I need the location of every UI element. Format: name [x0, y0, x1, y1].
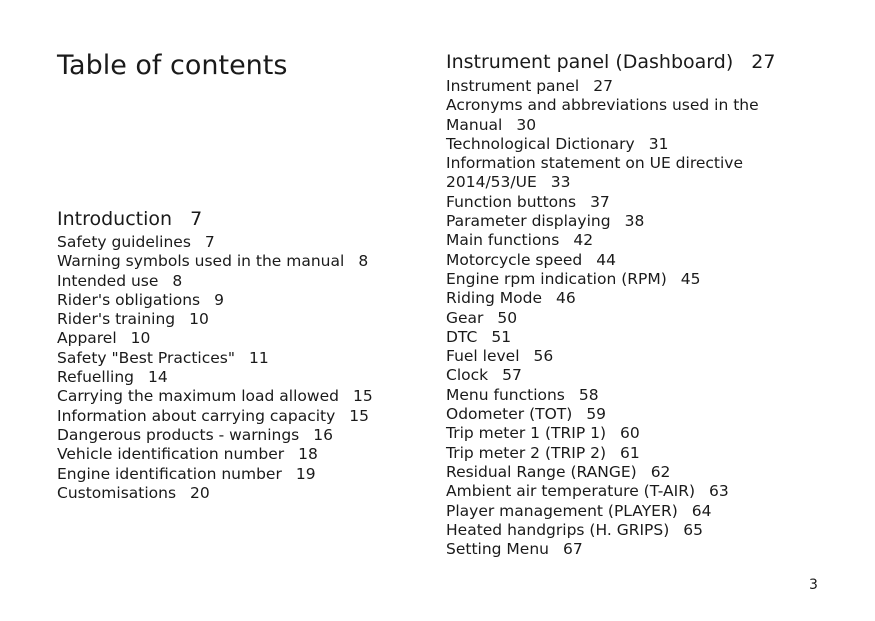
toc-entry-label: DTC: [446, 327, 478, 346]
toc-entry[interactable]: [57, 484, 373, 503]
toc-entry[interactable]: [57, 349, 373, 368]
toc-entry[interactable]: [446, 502, 775, 521]
toc-entry-label: Trip meter 2 (TRIP 2): [446, 443, 607, 462]
toc-entry-label: Safety guidelines: [57, 233, 191, 251]
toc-entry-page: 16: [313, 425, 333, 444]
toc-entry[interactable]: [446, 154, 775, 173]
toc-entry[interactable]: [446, 77, 775, 96]
toc-entry[interactable]: [57, 426, 373, 445]
toc-entry[interactable]: [57, 291, 373, 310]
section-heading-page: 7: [190, 208, 203, 230]
toc-entry[interactable]: [446, 173, 775, 192]
toc-entry-label: Engine rpm indication (RPM): [446, 269, 667, 288]
toc-entry-page: 57: [502, 366, 522, 385]
toc-entry-label: Setting Menu: [446, 540, 549, 559]
toc-entry[interactable]: [446, 444, 775, 463]
toc-entry-label: Manual: [446, 115, 503, 134]
toc-entry-page: 42: [573, 231, 594, 250]
toc-entry-label: Odometer (TOT): [446, 405, 573, 424]
toc-entry[interactable]: [446, 231, 775, 250]
toc-entry[interactable]: [446, 482, 775, 501]
toc-entry-page: 11: [249, 348, 269, 367]
toc-entry-label: Information statement on UE directive: [446, 154, 744, 173]
toc-entry-page: 8: [172, 271, 183, 290]
toc-entry-label: Information about carrying capacity: [57, 406, 336, 425]
toc-entry-label: Fuel level: [446, 347, 520, 366]
toc-entry-label: Carrying the maximum load allowed: [57, 387, 339, 406]
toc-entry[interactable]: [446, 193, 775, 212]
toc-entry-page: 58: [578, 385, 599, 404]
toc-entry-page: 10: [189, 310, 209, 329]
toc-entry-list: [446, 77, 775, 559]
toc-entry-label: Instrument panel: [446, 77, 580, 95]
toc-entry-label: 2014/53/UE: [446, 173, 537, 192]
section-heading-label: Introduction: [57, 208, 173, 230]
toc-entry[interactable]: [446, 212, 775, 231]
toc-entry[interactable]: [57, 233, 373, 252]
toc-section-instrument-panel: [446, 49, 775, 559]
toc-entry[interactable]: [446, 328, 775, 347]
toc-entry-page: 45: [680, 269, 701, 288]
toc-entry[interactable]: [446, 386, 775, 405]
toc-entry[interactable]: [57, 272, 373, 291]
toc-entry-page: 46: [556, 289, 576, 308]
toc-entry-label: Vehicle identification number: [57, 445, 285, 464]
toc-entry-page: 64: [691, 501, 712, 520]
toc-section-introduction: [57, 206, 373, 503]
toc-entry-label: Trip meter 1 (TRIP 1): [446, 424, 607, 443]
toc-entry-label: Ambient air temperature (T-AIR): [446, 482, 696, 501]
page-title: Table of contents: [57, 50, 288, 81]
toc-entry[interactable]: [446, 405, 775, 424]
toc-entry-page: 30: [516, 115, 537, 134]
toc-entry-label: Refuelling: [57, 368, 135, 387]
toc-entry-page: 18: [298, 445, 318, 464]
toc-entry-label: Clock: [446, 366, 489, 385]
toc-entry[interactable]: [446, 309, 775, 328]
toc-entry-page: 19: [295, 464, 316, 483]
toc-entry-page: 10: [130, 329, 151, 348]
toc-entry[interactable]: [57, 329, 373, 348]
toc-entry-page: 62: [650, 462, 671, 481]
toc-entry-label: Heated handgrips (H. GRIPS): [446, 520, 670, 539]
toc-entry[interactable]: [446, 540, 775, 559]
toc-entry-label: Main functions: [446, 231, 560, 250]
toc-entry[interactable]: [446, 366, 775, 385]
toc-entry-page: 50: [497, 308, 518, 327]
toc-entry-label: Riding Mode: [446, 289, 543, 308]
toc-entry-page: 9: [214, 290, 225, 309]
toc-entry-page: 14: [148, 368, 168, 387]
toc-entry-label: Safety "Best Practices": [57, 348, 236, 367]
toc-entry-page: 7: [204, 233, 215, 251]
section-heading-label: Instrument panel (Dashboard): [446, 51, 734, 73]
toc-entry-label: Motorcycle speed: [446, 250, 583, 269]
toc-entry-label: Apparel: [57, 329, 117, 348]
toc-entry-label: Menu functions: [446, 385, 565, 404]
toc-entry-label: Technological Dictionary: [446, 134, 635, 153]
toc-entry-page: 20: [190, 483, 210, 502]
toc-entry-page: 27: [593, 77, 613, 95]
toc-entry-page: 38: [624, 212, 645, 231]
toc-entry[interactable]: [446, 347, 775, 366]
toc-entry-label: Engine identification number: [57, 464, 282, 483]
toc-entry-page: 15: [352, 387, 373, 406]
toc-entry-page: 8: [358, 252, 369, 271]
toc-entry-page: 31: [648, 134, 669, 153]
toc-entry-label: Customisations: [57, 483, 177, 502]
toc-entry-label: Acronyms and abbreviations used in the: [446, 96, 759, 115]
toc-entry[interactable]: [446, 463, 775, 482]
toc-entry-page: 15: [349, 406, 370, 425]
toc-entry[interactable]: [446, 96, 775, 115]
toc-entry-list: [57, 233, 373, 503]
toc-entry-page: 56: [533, 347, 554, 366]
toc-entry[interactable]: [57, 445, 373, 464]
toc-entry[interactable]: [57, 310, 373, 329]
toc-entry-page: 33: [550, 173, 571, 192]
toc-entry-page: 63: [709, 482, 729, 501]
toc-entry[interactable]: [446, 270, 775, 289]
toc-entry-label: Warning symbols used in the manual: [57, 252, 345, 271]
toc-entry-page: 60: [620, 424, 640, 443]
toc-entry-label: Residual Range (RANGE): [446, 462, 637, 481]
toc-entry-label: Player management (PLAYER): [446, 501, 678, 520]
toc-entry[interactable]: [446, 116, 775, 135]
toc-entry-label: Dangerous products - warnings: [57, 425, 300, 444]
toc-entry[interactable]: [446, 251, 775, 270]
toc-entry-label: Intended use: [57, 271, 159, 290]
toc-entry-page: 51: [491, 327, 512, 346]
toc-entry-label: Parameter displaying: [446, 212, 611, 231]
toc-entry[interactable]: [57, 252, 373, 271]
toc-entry-page: 59: [586, 405, 607, 424]
toc-entry-page: 44: [596, 250, 616, 269]
toc-entry-label: Gear: [446, 308, 484, 327]
toc-entry-page: 67: [562, 540, 583, 559]
toc-entry-label: Function buttons: [446, 192, 577, 211]
toc-entry[interactable]: [446, 135, 775, 154]
section-heading[interactable]: [57, 206, 373, 232]
toc-entry[interactable]: [57, 465, 373, 484]
toc-entry-page: 61: [620, 443, 640, 462]
toc-entry-label: Rider's training: [57, 310, 176, 329]
toc-entry[interactable]: [57, 368, 373, 387]
toc-entry[interactable]: [446, 521, 775, 540]
toc-entry-page: 65: [683, 520, 704, 539]
toc-entry[interactable]: [57, 387, 373, 406]
toc-entry[interactable]: [446, 289, 775, 308]
toc-entry-label: Rider's obligations: [57, 290, 201, 309]
toc-entry[interactable]: [446, 424, 775, 443]
section-heading[interactable]: [446, 49, 775, 75]
toc-entry[interactable]: [57, 407, 373, 426]
section-heading-page: 27: [751, 51, 776, 73]
page-number: 3: [809, 577, 818, 593]
toc-entry-page: 37: [590, 192, 610, 211]
